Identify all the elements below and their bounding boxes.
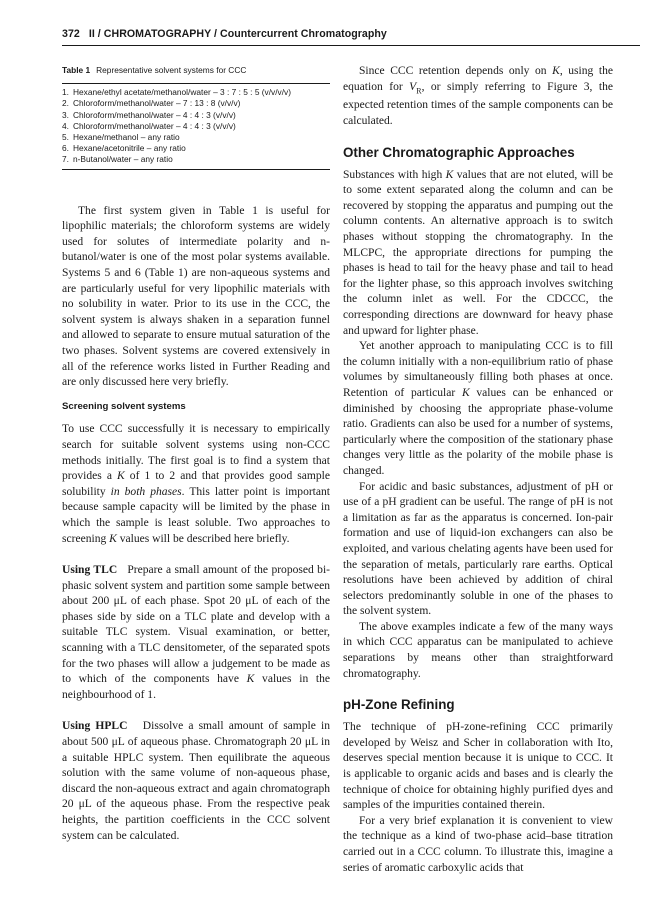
paragraph-acidic-basic: For acidic and basic substances, adjustment of pH or use of a pH gradient can be useful. The range of pH is not a limitation as far as the apparatus is concerned. Ion-pair formation and use of liquid-ion exchangers can also be exploited, and various chelating agents have been used for the separation of metals, particularly rare earths. Optical resolutions have been achieved by addition of chiral selectors predominantly soluble in one of the phases to the solvent system.: [343, 480, 613, 618]
table-caption-text: Representative solvent systems for CCC: [96, 65, 247, 75]
table-row-number: 1.: [62, 87, 69, 98]
table-row-number: 5.: [62, 132, 69, 143]
table-row-text: Chloroform/methanol/water – 4 : 4 : 3 (v/v/v): [73, 120, 236, 131]
running-header: [62, 28, 640, 44]
table-row-text: n-Butanol/water – any ratio: [73, 154, 173, 165]
paragraph-above-examples: The above examples indicate a few of the many ways in which CCC apparatus can be manipulated to achieve separations by means other than straightforward chromatography.: [343, 620, 613, 680]
table-row: [62, 154, 330, 165]
paragraph-screening: To use CCC successfully it is necessary to empirically search for suitable solvent systems using non-CCC methods initially. The first goal is to find a system that provides a K of 1 to 2 and that provides good sample solubility in both phases. This latter point is important because sample capacity will be limited by the phase in which the sample is least soluble. Two approaches to screening K values will be described here briefly.: [62, 423, 330, 545]
table-row-number: 4.: [62, 120, 69, 131]
table-top-rule: [62, 83, 330, 84]
table-row: [62, 121, 330, 132]
paragraph-using-tlc: Using TLC Prepare a small amount of the proposed bi-phasic solvent system and partition some sample between about 200 μL of each phase. Spot 20 μL of each of the phases side by side on a TLC plate and develop with a suitable TLC system. Visual examination, or better, scanning with a TLC densitometer, of the separated spots for the two phases will allow a judgement to be made as to which of the components have K values in the neighbourhood of 1.: [62, 564, 331, 701]
table-row-text: Hexane/methanol – any ratio: [73, 132, 180, 143]
runin-using-tlc: Using TLC: [62, 564, 118, 577]
right-column: [343, 64, 613, 876]
heading-other-approaches: Other Chromatographic Approaches: [343, 144, 575, 160]
table-row-number: 7.: [62, 154, 69, 165]
table-row-text: Chloroform/methanol/water – 4 : 4 : 3 (v/v/v): [73, 109, 236, 120]
paragraph-first-system: The first system given in Table 1 is useful for lipophilic materials; the chloroform systems are widely used for solutes of intermediate polarity and n-butanol/water is one of the most polar systems available. Systems 5 and 6 (Table 1) are non-aqueous systems and are particularly useful for very lipophilic materials with no solubility in water. Prior to its use in the CCC, the solvent system is always shaken in a separation funnel and allowed to separate to ensure mutual saturation of the two phases. Solvent systems are covered extensively in all of the reference works listed in Further Reading and are only discussed here very briefly.: [62, 204, 330, 389]
heading-ph-zone-refining: pH-Zone Refining: [343, 697, 455, 713]
table-row-text: Hexane/ethyl acetate/methanol/water – 3 : 7 : 5 : 5 (v/v/v/v): [73, 87, 291, 98]
table-row: [62, 132, 330, 143]
table-row: [62, 87, 330, 98]
table-row: [62, 98, 330, 109]
table-row: [62, 143, 330, 154]
paragraph-retention: Since CCC retention depends only on K, using the equation for $V_R$, or simply referring to Figure 3, the expected retention times of the sample components can be calculated.: [343, 65, 614, 128]
paragraph-another-approach: Yet another approach to manipulating CCC is to fill the column initially with a non-equilibrium ratio of phase volumes by simultaneously filling both phases at once. Retention of particular K values can be enhanced or diminished by choosing the appropriate phase-volume ratio. Gradients can also be used for a number of systems, particularly where the composition of the stationary phase changes very little as the polarity of the mobile phase is changed.: [343, 340, 613, 477]
paragraph-brief-explanation: For a very brief explanation it is convenient to view the technique as a kind of two-phase acid–base titration carried out in a CCC column. To illustrate this, imagine a series of aromatic carboxylic acids that: [343, 814, 613, 874]
running-title: II / CHROMATOGRAPHY / Countercurrent Chromatography: [88, 28, 387, 40]
table-rows: [62, 87, 330, 165]
solvent-systems-table: [62, 65, 330, 170]
heading-screening-solvent-systems: Screening solvent systems: [62, 400, 186, 412]
paragraph-using-hplc: Using HPLC Dissolve a small amount of sample in about 500 μL of aqueous phase. Chromatograph 20 μL in a suitable HPLC system. Then equilibrate the aqueous solution with the same volume of non-aqueous phase, discard the non-aqueous extract and again chromatograph 20 μL of the aqueous phase. From the respective peak heights, the partition coefficients in the CCC solvent system can be calculated.: [62, 720, 330, 842]
table-row-text: Chloroform/methanol/water – 7 : 13 : 8 (v/v/v): [73, 98, 241, 109]
left-column: [62, 64, 330, 844]
table-row-number: 2.: [62, 98, 69, 109]
table-row: [62, 110, 330, 121]
page-number: 372: [62, 28, 80, 40]
table-row-number: 3.: [62, 109, 69, 120]
table-label: Table 1: [62, 65, 91, 75]
runin-using-hplc: Using HPLC: [62, 720, 128, 733]
table-caption: [62, 65, 330, 76]
table-row-number: 6.: [62, 143, 69, 154]
paragraph-ph-zone: The technique of pH-zone-refining CCC primarily developed by Weisz and Scher in collaboration with Ito, deserves special mention because it is unique to CCC. It is applicable to organic acids and bases and is clearly the technique of choice for obtaining highly purified dyes and samples of the impurities contained therein.: [343, 721, 613, 812]
header-rule: [62, 45, 640, 46]
paragraph-high-k: Substances with high K values that are not eluted, will be to some extent separated along the column and can be recovered by stopping the apparatus and pumping out the column contents. An alternative approach is to switch phases without stopping the chromatography. In the MLCPC, the appropriate directions for pumping the phases is head to tail for the heavy phase and tail to head for the lighter phase, so this approach involves switching the column inlet as well. For the CDCCC, the corresponding directions are downward for heavy phase and upward for lighter phase.: [343, 168, 613, 337]
table-row-text: Hexane/acetonitrile – any ratio: [73, 143, 186, 154]
